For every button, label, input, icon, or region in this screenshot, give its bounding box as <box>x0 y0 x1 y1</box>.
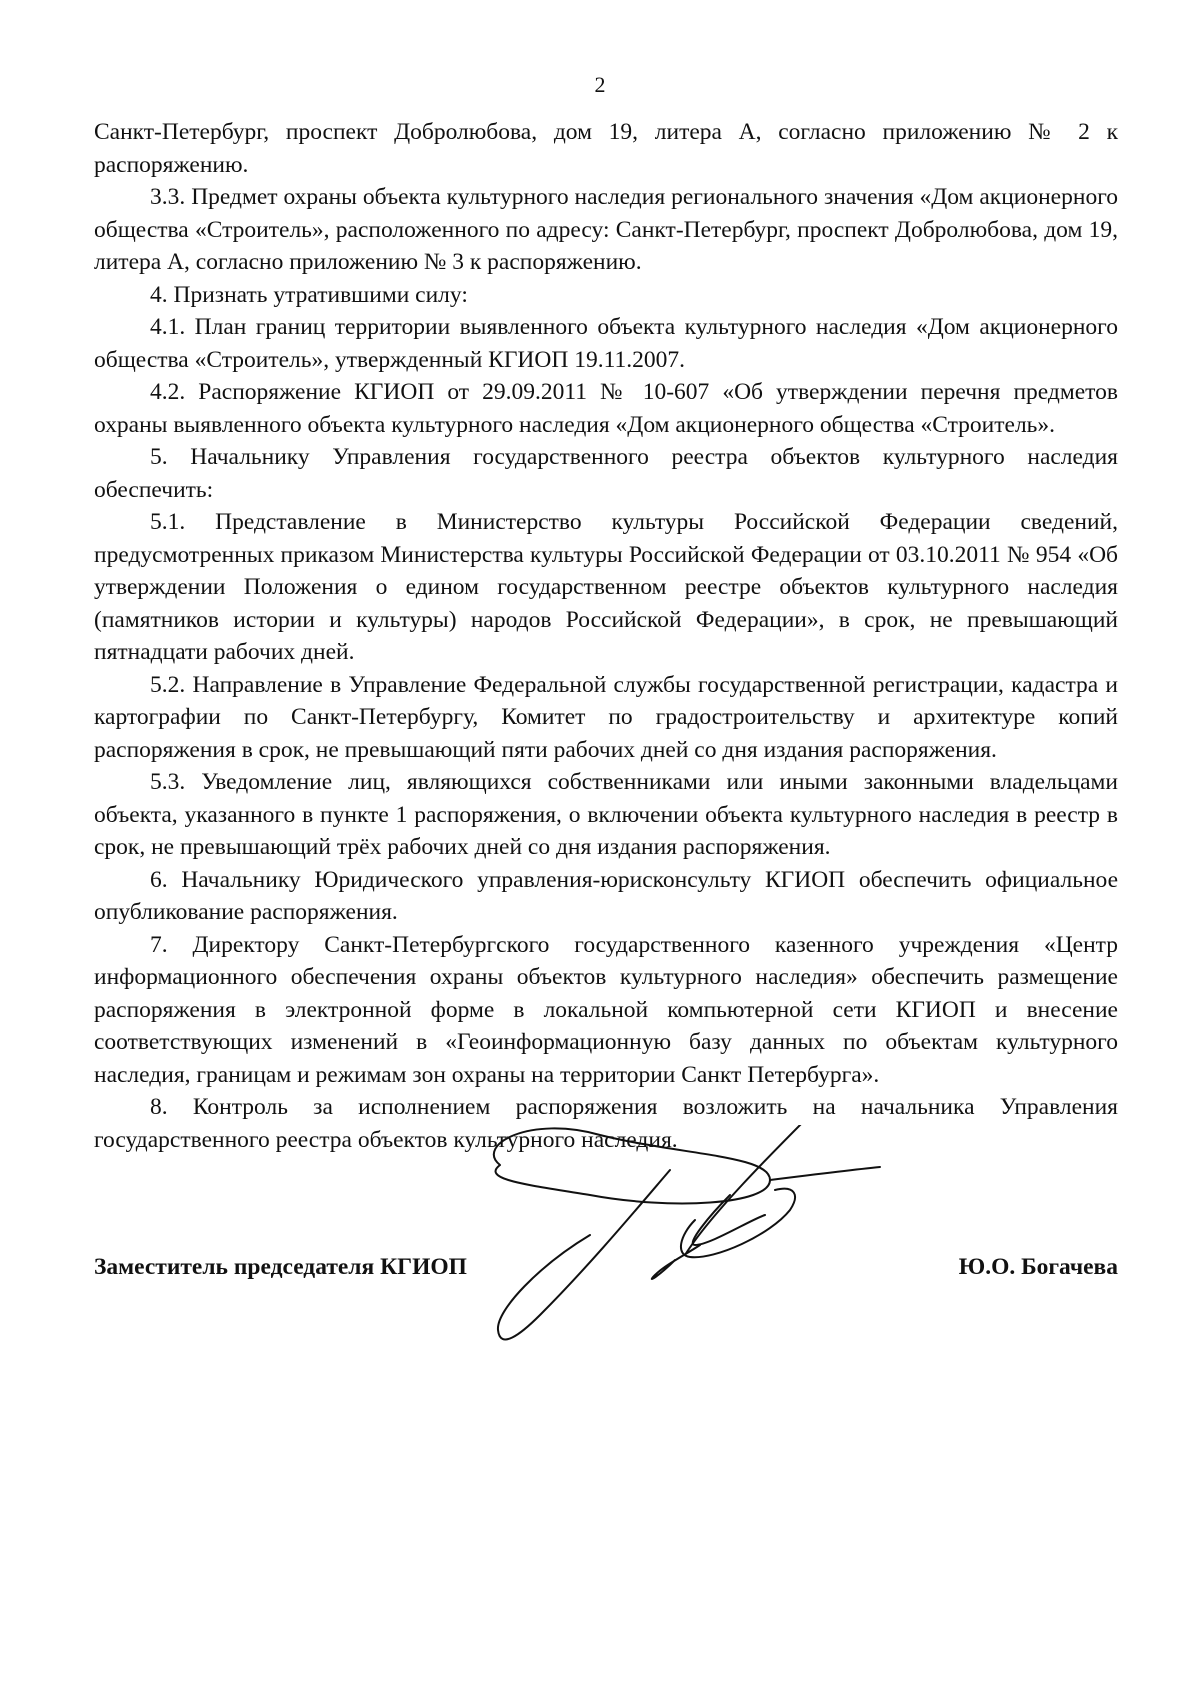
paragraph-4-2: 4.2. Распоряжение КГИОП от 29.09.2011 № 10-607 «Об утверждении перечня предметов охраны выявленного объекта культурного наследия «Дом акционерного общества «Строитель». <box>94 379 1118 438</box>
paragraph-3-3: 3.3. Предмет охраны объекта культурного наследия регионального значения «Дом акционерного общества «Строитель», расположенного по адресу: Санкт-Петербург, проспект Добролюбова, дом 19, литера А, согласно приложению № 3 к распоряжению. <box>94 184 1118 275</box>
paragraph-4-1: 4.1. План границ территории выявленного объекта культурного наследия «Дом акционерного общества «Строитель», утвержденный КГИОП 19.11.2007. <box>94 314 1118 373</box>
signer-name: Ю.О. Богачева <box>958 1254 1118 1280</box>
paragraph-5-3: 5.3. Уведомление лиц, являющихся собственниками или иными законными владельцами объекта, указанного в пункте 1 распоряжения, о включении объекта культурного наследия в реестр в срок, не превышающий трёх рабочих дней со дня издания распоряжения. <box>94 769 1118 860</box>
handwritten-signature <box>470 1125 930 1365</box>
signer-title: Заместитель председателя КГИОП <box>94 1254 467 1280</box>
paragraph-4: 4. Признать утратившими силу: <box>150 281 468 308</box>
paragraph-5-2: 5.2. Направление в Управление Федеральной службы государственной регистрации, кадастра и картографии по Санкт-Петербургу, Комитет по градостроительству и архитектуре копий распоряжения в срок, не превышающий пяти рабочих дней со дня издания распоряжения. <box>94 671 1118 763</box>
paragraph-5-1: 5.1. Представление в Министерство культуры Российской Федерации сведений, предусмотренных приказом Министерства культуры Российской Федерации от 03.10.2011 № 954 «Об утверждении Положения о едином государственном реестре объектов культурного наследия (памятников истории и культуры) народов Российской Федерации», в срок, не превышающий пятнадцати рабочих дней. <box>94 509 1118 665</box>
page-number: 2 <box>594 72 606 97</box>
document-body <box>94 116 1118 1156</box>
signature-block <box>94 1254 1118 1294</box>
paragraph-5: 5. Начальнику Управления государственного реестра объектов культурного наследия обеспечить: <box>94 444 1118 503</box>
paragraph-8: 8. Контроль за исполнением распоряжения возложить на начальника Управления государственного реестра объектов культурного наследия. <box>94 1094 1118 1153</box>
paragraph-continuation: Санкт-Петербург, проспект Добролюбова, дом 19, литера А, согласно приложению № 2 к распоряжению. <box>94 119 1118 178</box>
paragraph-6: 6. Начальнику Юридического управления-юрисконсульту КГИОП обеспечить официальное опубликование распоряжения. <box>94 866 1118 925</box>
paragraph-7: 7. Директору Санкт-Петербургского государственного казенного учреждения «Центр информационного обеспечения охраны объектов культурного наследия» обеспечить размещение распоряжения в электронной форме в локальной компьютерной сети КГИОП и внесение соответствующих изменений в «Геоинформационную базу данных по объектам культурного наследия, границам и режимам зон охраны на территории Санкт Петербурга». <box>94 931 1118 1088</box>
